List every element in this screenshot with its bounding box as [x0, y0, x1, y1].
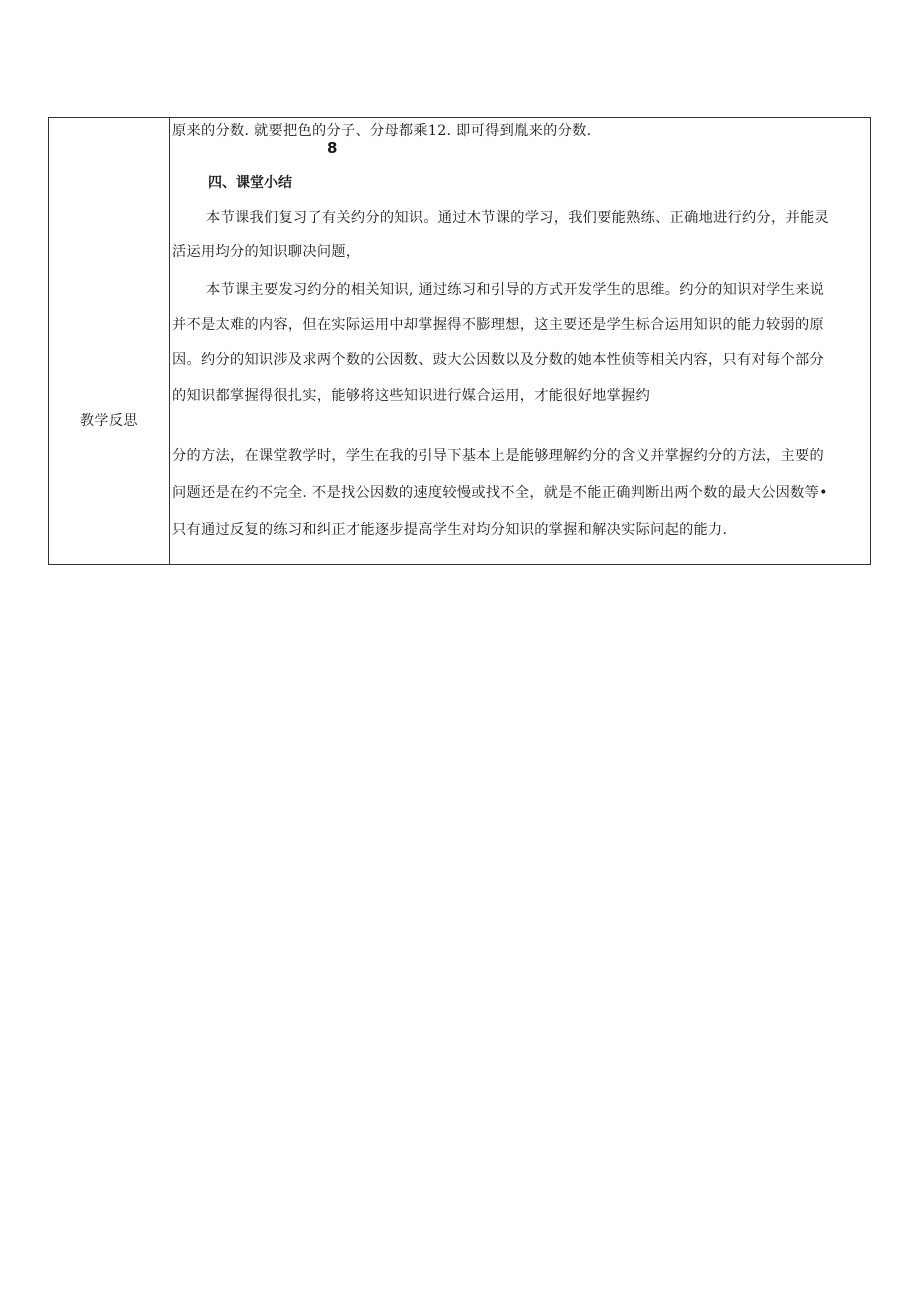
reflection-line-3: 因。约分的知识涉及求两个数的公因数、豉大公因数以及分数的她本性侦等相关内容，只有对每个部分 — [172, 352, 824, 368]
reflection-line-4: 的知识都掌握得很扎实，能够将这些知识进行媒合运用，才能很好地掌握约 — [172, 388, 651, 404]
table-content-cell — [170, 118, 870, 564]
reflection-line-2: 并不是太难的内容，但在实际运用中却掌握得不膨理想，这主要还是学生标合运用知识的能力较弱的原 — [172, 317, 824, 333]
reflection-table — [48, 117, 871, 565]
table-label-cell — [49, 118, 170, 564]
reflection-line-1: 本节课主要发习约分的相关知识, 通过练习和引导的方式开发学生的思维。约分的知识对学生来说 — [206, 282, 825, 298]
summary-line-1: 本节课我们复习了有关约分的知识。通过木节课的学习，我们要能熟练、正确地进行约分，并能灵 — [206, 210, 829, 226]
continued-line-3: 只有通过反复的练习和纠正才能逐步提高学生对均分知识的掌握和解决实际问起的能力. — [172, 522, 728, 538]
section-heading: 四、课堂小结 — [208, 175, 292, 191]
continued-line-2: 问题还是在约不完全. 不是找公因数的速度较慢或找不全，就是不能正确判断出两个数的最大公因数等• — [172, 485, 828, 501]
page-number: 8 — [327, 139, 338, 157]
summary-line-2: 活运用均分的知识聊决问题， — [172, 244, 361, 260]
continued-line-1: 分的方法，在课堂教学时，学生在我的引导下基本上是能够理解约分的含义并掌握约分的方法，主要的 — [172, 448, 824, 464]
table-label: 教学反思 — [80, 413, 138, 429]
content-line-1: 原来的分数. 就要把色的分子、分母都乘12. 即可得到胤来的分数. — [172, 123, 592, 139]
